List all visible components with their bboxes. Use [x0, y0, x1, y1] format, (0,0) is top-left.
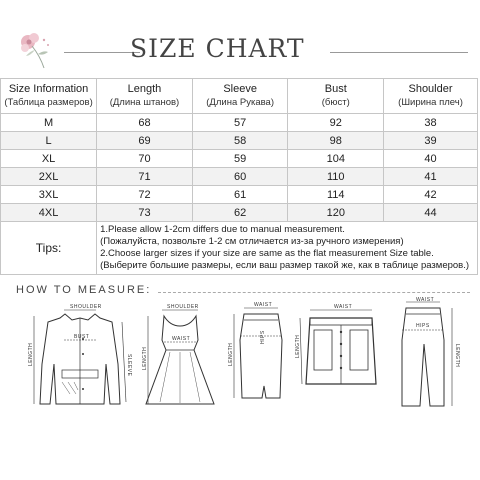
cell-length: 71 [97, 168, 193, 186]
header-size-info: Size Information (Таблица размеров) [1, 79, 97, 114]
denim-skirt-icon [296, 300, 386, 400]
tips-label: Tips: [1, 222, 97, 275]
table-row [1, 114, 478, 132]
cell-size: 3XL [1, 186, 97, 204]
header-bust: Bust (бюст) [288, 79, 384, 114]
hips-label: HIPS [260, 330, 266, 344]
table-row [1, 186, 478, 204]
cell-sleeve: 60 [192, 168, 288, 186]
waist-label: WAIST [254, 302, 273, 308]
waist-label: WAIST [172, 336, 191, 342]
length-label: LENGTH [228, 342, 234, 366]
tip-line: (Выберите большие размеры, если ваш размер такой же, как в таблице размеров.) [100, 260, 470, 271]
tip-line: (Пожалуйста, позвольте 1-2 см отличается из-за ручного измерения) [100, 236, 404, 247]
cell-size: M [1, 114, 97, 132]
waist-label: WAIST [416, 297, 435, 303]
page-title: SIZE CHART [130, 34, 305, 63]
dress-icon [140, 300, 220, 416]
cell-shoulder: 38 [384, 114, 478, 132]
title-rule-left [64, 52, 140, 53]
cell-sleeve: 59 [192, 150, 288, 168]
length-label: LENGTH [142, 346, 148, 370]
flower-decoration-icon [14, 26, 60, 72]
cell-size: XL [1, 150, 97, 168]
shoulder-label: SHOULDER [70, 304, 102, 310]
length-label: LENGTH [28, 342, 34, 366]
jacket-icon [30, 304, 130, 416]
cell-bust: 110 [288, 168, 384, 186]
hips-label: HIPS [416, 323, 430, 329]
cell-shoulder: 40 [384, 150, 478, 168]
cell-length: 70 [97, 150, 193, 168]
denim-skirt-diagram [296, 300, 386, 405]
cell-size: 2XL [1, 168, 97, 186]
waist-label: WAIST [334, 304, 353, 310]
cell-size: 4XL [1, 204, 97, 222]
sleeve-label: SLEEVE [126, 354, 132, 377]
cell-bust: 98 [288, 132, 384, 150]
how-to-measure-title: HOW TO MEASURE: [16, 284, 152, 296]
cell-shoulder: 44 [384, 204, 478, 222]
cell-length: 73 [97, 204, 193, 222]
cell-length: 72 [97, 186, 193, 204]
cell-shoulder: 39 [384, 132, 478, 150]
title-rule-right [330, 52, 468, 53]
tip-line: 2.Choose larger sizes if your size are same as the flat measurement Size table. [100, 248, 434, 259]
cell-length: 69 [97, 132, 193, 150]
header-sleeve: Sleeve (Длина Рукава) [192, 79, 288, 114]
pencil-skirt-diagram [226, 300, 296, 421]
length-label: LENGTH [454, 344, 460, 368]
header-shoulder: Shoulder (Ширина плеч) [384, 79, 478, 114]
pencil-skirt-icon [226, 300, 296, 416]
cell-bust: 104 [288, 150, 384, 168]
table-row [1, 204, 478, 222]
tips-row [1, 222, 478, 275]
length-label: LENGTH [295, 334, 301, 358]
cell-bust: 120 [288, 204, 384, 222]
cell-sleeve: 58 [192, 132, 288, 150]
trousers-icon [388, 297, 468, 416]
table-row [1, 168, 478, 186]
jacket-diagram [30, 304, 130, 421]
table-header-row [1, 79, 478, 114]
cell-shoulder: 41 [384, 168, 478, 186]
cell-sleeve: 57 [192, 114, 288, 132]
header-length: Length (Длина штанов) [97, 79, 193, 114]
shoulder-label: SHOULDER [167, 304, 199, 310]
tips-text [97, 222, 478, 275]
cell-shoulder: 42 [384, 186, 478, 204]
cell-bust: 92 [288, 114, 384, 132]
table-row [1, 150, 478, 168]
cell-sleeve: 61 [192, 186, 288, 204]
cell-sleeve: 62 [192, 204, 288, 222]
tip-line: 1.Please allow 1-2cm differs due to manual measurement. [100, 224, 345, 235]
header [0, 0, 480, 76]
cell-bust: 114 [288, 186, 384, 204]
cell-length: 68 [97, 114, 193, 132]
cell-size: L [1, 132, 97, 150]
dress-diagram [140, 300, 220, 421]
size-table [0, 78, 478, 275]
how-to-measure-rule [158, 292, 470, 293]
table-row [1, 132, 478, 150]
bust-label: BUST [74, 334, 90, 340]
trousers-diagram [388, 297, 468, 421]
